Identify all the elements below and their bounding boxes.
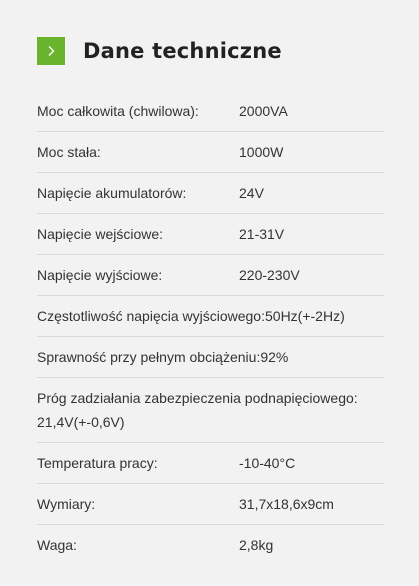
spec-row	[37, 132, 384, 173]
spec-label: Moc całkowita (chwilowa):	[37, 103, 199, 119]
spec-value: 220-230V	[239, 267, 300, 283]
spec-label: Próg zadziałania zabezpieczenia podnapięciowego:	[37, 390, 358, 406]
spec-value: 92%	[260, 349, 289, 365]
spec-row	[37, 173, 384, 214]
spec-label: Wymiary:	[37, 496, 96, 512]
spec-label: Waga:	[37, 537, 77, 553]
spec-label: Napięcie wyjściowe:	[37, 267, 163, 283]
spec-label: Napięcie wejściowe:	[37, 226, 164, 242]
spec-value: 31,7x18,6x9cm	[239, 496, 334, 512]
spec-value: 2000VA	[239, 103, 288, 119]
spec-label: Napięcie akumulatorów:	[37, 185, 187, 201]
spec-value: 50Hz(+-2Hz)	[265, 308, 345, 324]
chevron-right-icon	[37, 37, 65, 65]
spec-row	[37, 255, 384, 296]
section-header	[37, 37, 282, 65]
spec-label: Sprawność przy pełnym obciążeniu:	[37, 349, 261, 365]
spec-label: Częstotliwość napięcia wyjściowego:	[37, 308, 265, 324]
spec-row	[37, 296, 384, 337]
spec-row	[37, 214, 384, 255]
spec-row	[37, 378, 384, 443]
spec-value: 21-31V	[239, 226, 285, 242]
spec-value: 2,8kg	[239, 537, 274, 553]
spec-row	[37, 443, 384, 484]
spec-row	[37, 337, 384, 378]
spec-value: 21,4V(+-0,6V)	[37, 414, 125, 430]
spec-label: Temperatura pracy:	[37, 455, 158, 471]
section-title: Dane techniczne	[83, 39, 282, 63]
spec-value: 1000W	[239, 144, 284, 160]
spec-value: -10-40°C	[239, 455, 296, 471]
spec-label: Moc stała:	[37, 144, 101, 160]
spec-list	[37, 91, 384, 565]
spec-row	[37, 484, 384, 525]
spec-row	[37, 91, 384, 132]
spec-row	[37, 525, 384, 565]
spec-value: 24V	[239, 185, 264, 201]
